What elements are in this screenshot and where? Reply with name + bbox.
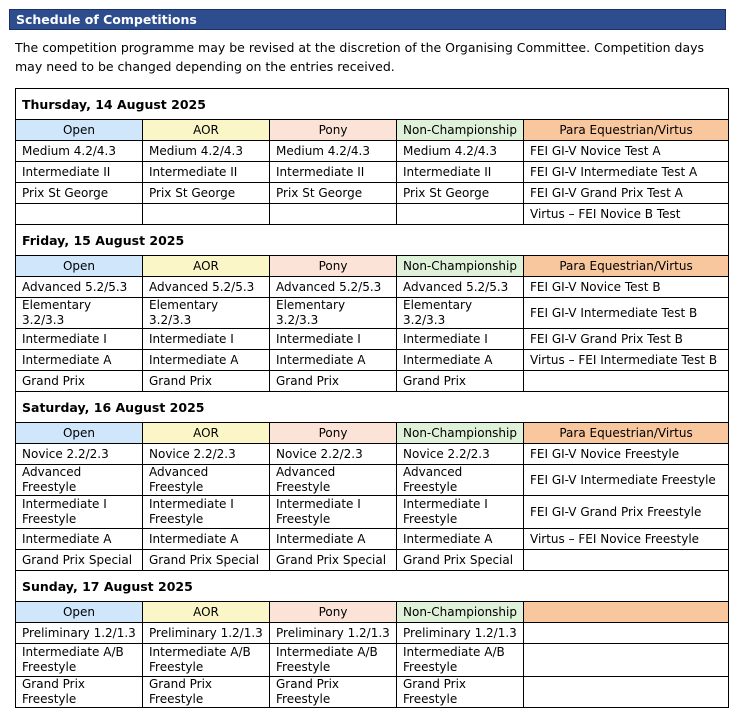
schedule-row [16, 329, 729, 350]
schedule-cell: Intermediate I [397, 329, 524, 350]
schedule-cell: Prix St George [270, 183, 397, 204]
schedule-cell: Intermediate A/B Freestyle [397, 644, 524, 677]
schedule-cell: Advanced 5.2/5.3 [143, 277, 270, 298]
schedule-title: Schedule of Competitions [16, 12, 197, 27]
schedule-row [16, 141, 729, 162]
column-header-row [16, 256, 729, 277]
header-aor: AOR [143, 256, 270, 277]
schedule-cell: Intermediate A [143, 529, 270, 550]
schedule-cell: Elementary 3.2/3.3 [270, 298, 397, 329]
header-pony: Pony [270, 120, 397, 141]
intro-paragraph: The competition programme may be revised at the discretion of the Organising Committee. Competition days may need to be changed depending on the entries received. [15, 40, 705, 74]
column-header-row [16, 602, 729, 623]
schedule-cell: Intermediate A/B Freestyle [16, 644, 143, 677]
schedule-body [16, 89, 729, 708]
header-non-championship: Non-Championship [397, 120, 524, 141]
schedule-cell: Preliminary 1.2/1.3 [397, 623, 524, 644]
day-heading: Saturday, 16 August 2025 [16, 392, 729, 423]
schedule-cell: Intermediate A [16, 529, 143, 550]
day-heading: Sunday, 17 August 2025 [16, 571, 729, 602]
schedule-cell: Intermediate A [143, 350, 270, 371]
schedule-cell: Grand Prix Special [143, 550, 270, 571]
schedule-cell: Medium 4.2/4.3 [270, 141, 397, 162]
schedule-cell: FEI GI-V Grand Prix Freestyle [524, 496, 729, 529]
schedule-cell: Advanced Freestyle [270, 465, 397, 496]
schedule-cell: Grand Prix Freestyle [143, 677, 270, 708]
schedule-cell: FEI GI-V Intermediate Test A [524, 162, 729, 183]
schedule-cell [524, 371, 729, 392]
header-para-equestrian: Para Equestrian/Virtus [524, 256, 729, 277]
schedule-cell: Advanced Freestyle [143, 465, 270, 496]
schedule-row [16, 277, 729, 298]
schedule-cell: Grand Prix [16, 371, 143, 392]
schedule-cell: FEI GI-V Grand Prix Test A [524, 183, 729, 204]
schedule-cell: Grand Prix [397, 371, 524, 392]
schedule-row [16, 298, 729, 329]
schedule-cell [524, 677, 729, 708]
schedule-cell: Intermediate A [397, 529, 524, 550]
schedule-cell: Preliminary 1.2/1.3 [143, 623, 270, 644]
schedule-cell: Intermediate A/B Freestyle [270, 644, 397, 677]
schedule-cell: Intermediate II [16, 162, 143, 183]
header-para-equestrian: Para Equestrian/Virtus [524, 120, 729, 141]
schedule-cell: Novice 2.2/2.3 [270, 444, 397, 465]
schedule-row [16, 644, 729, 677]
header-pony: Pony [270, 423, 397, 444]
schedule-row [16, 677, 729, 708]
day-heading: Friday, 15 August 2025 [16, 225, 729, 256]
schedule-cell: Grand Prix [270, 371, 397, 392]
schedule-cell: Virtus – FEI Intermediate Test B [524, 350, 729, 371]
schedule-cell: Medium 4.2/4.3 [143, 141, 270, 162]
schedule-cell [524, 644, 729, 677]
schedule-cell: Preliminary 1.2/1.3 [270, 623, 397, 644]
column-header-row [16, 423, 729, 444]
schedule-row [16, 204, 729, 225]
schedule-cell: FEI GI-V Intermediate Test B [524, 298, 729, 329]
schedule-row [16, 465, 729, 496]
schedule-cell: FEI GI-V Grand Prix Test B [524, 329, 729, 350]
schedule-row [16, 162, 729, 183]
day-heading: Thursday, 14 August 2025 [16, 89, 729, 120]
schedule-row [16, 183, 729, 204]
schedule-cell: Prix St George [143, 183, 270, 204]
header-open: Open [16, 602, 143, 623]
header-non-championship: Non-Championship [397, 256, 524, 277]
schedule-cell: Intermediate A [270, 350, 397, 371]
schedule-cell: Virtus – FEI Novice Freestyle [524, 529, 729, 550]
schedule-cell: Intermediate II [143, 162, 270, 183]
schedule-cell: Grand Prix Special [16, 550, 143, 571]
schedule-title-banner [9, 9, 726, 30]
schedule-cell: Grand Prix Special [397, 550, 524, 571]
schedule-cell: Intermediate I Freestyle [270, 496, 397, 529]
schedule-cell: Intermediate I Freestyle [16, 496, 143, 529]
schedule-cell: Intermediate I [16, 329, 143, 350]
column-header-row [16, 120, 729, 141]
schedule-cell: FEI GI-V Intermediate Freestyle [524, 465, 729, 496]
schedule-cell [524, 623, 729, 644]
schedule-cell: Elementary 3.2/3.3 [16, 298, 143, 329]
schedule-row [16, 350, 729, 371]
schedule-cell: Intermediate I [143, 329, 270, 350]
schedule-cell: Virtus – FEI Novice B Test [524, 204, 729, 225]
header-open: Open [16, 423, 143, 444]
header-aor: AOR [143, 602, 270, 623]
schedule-row [16, 550, 729, 571]
schedule-cell: Prix St George [397, 183, 524, 204]
header-open: Open [16, 120, 143, 141]
schedule-cell: Intermediate I [270, 329, 397, 350]
schedule-cell: Novice 2.2/2.3 [16, 444, 143, 465]
schedule-cell: Grand Prix [143, 371, 270, 392]
schedule-cell: Advanced Freestyle [397, 465, 524, 496]
schedule-cell: Intermediate A [16, 350, 143, 371]
schedule-cell: Prix St George [16, 183, 143, 204]
schedule-cell: Grand Prix Freestyle [397, 677, 524, 708]
competition-schedule-table [15, 88, 729, 708]
header-aor: AOR [143, 120, 270, 141]
schedule-cell: FEI GI-V Novice Freestyle [524, 444, 729, 465]
schedule-cell [143, 204, 270, 225]
schedule-cell: Intermediate I Freestyle [143, 496, 270, 529]
schedule-cell: Novice 2.2/2.3 [143, 444, 270, 465]
schedule-row [16, 371, 729, 392]
schedule-cell: Intermediate II [397, 162, 524, 183]
header-aor: AOR [143, 423, 270, 444]
header-non-championship: Non-Championship [397, 423, 524, 444]
schedule-cell: Grand Prix Freestyle [270, 677, 397, 708]
header-pony: Pony [270, 256, 397, 277]
schedule-cell: Elementary 3.2/3.3 [397, 298, 524, 329]
schedule-cell [397, 204, 524, 225]
schedule-cell: Intermediate II [270, 162, 397, 183]
schedule-row [16, 529, 729, 550]
schedule-cell: Medium 4.2/4.3 [16, 141, 143, 162]
schedule-cell: Grand Prix Freestyle [16, 677, 143, 708]
schedule-cell: Intermediate I Freestyle [397, 496, 524, 529]
schedule-cell: Advanced 5.2/5.3 [270, 277, 397, 298]
schedule-cell: FEI GI-V Novice Test A [524, 141, 729, 162]
schedule-cell: Advanced Freestyle [16, 465, 143, 496]
schedule-cell: Medium 4.2/4.3 [397, 141, 524, 162]
schedule-cell: Novice 2.2/2.3 [397, 444, 524, 465]
schedule-cell: FEI GI-V Novice Test B [524, 277, 729, 298]
schedule-cell: Intermediate A/B Freestyle [143, 644, 270, 677]
schedule-cell: Preliminary 1.2/1.3 [16, 623, 143, 644]
header-non-championship: Non-Championship [397, 602, 524, 623]
schedule-cell [16, 204, 143, 225]
header-para-equestrian [524, 602, 729, 623]
schedule-cell: Advanced 5.2/5.3 [16, 277, 143, 298]
schedule-cell [524, 550, 729, 571]
schedule-cell: Grand Prix Special [270, 550, 397, 571]
schedule-row [16, 496, 729, 529]
schedule-row [16, 444, 729, 465]
schedule-row [16, 623, 729, 644]
schedule-cell: Elementary 3.2/3.3 [143, 298, 270, 329]
schedule-cell: Advanced 5.2/5.3 [397, 277, 524, 298]
header-open: Open [16, 256, 143, 277]
header-para-equestrian: Para Equestrian/Virtus [524, 423, 729, 444]
schedule-cell: Intermediate A [397, 350, 524, 371]
schedule-cell: Intermediate A [270, 529, 397, 550]
header-pony: Pony [270, 602, 397, 623]
schedule-cell [270, 204, 397, 225]
